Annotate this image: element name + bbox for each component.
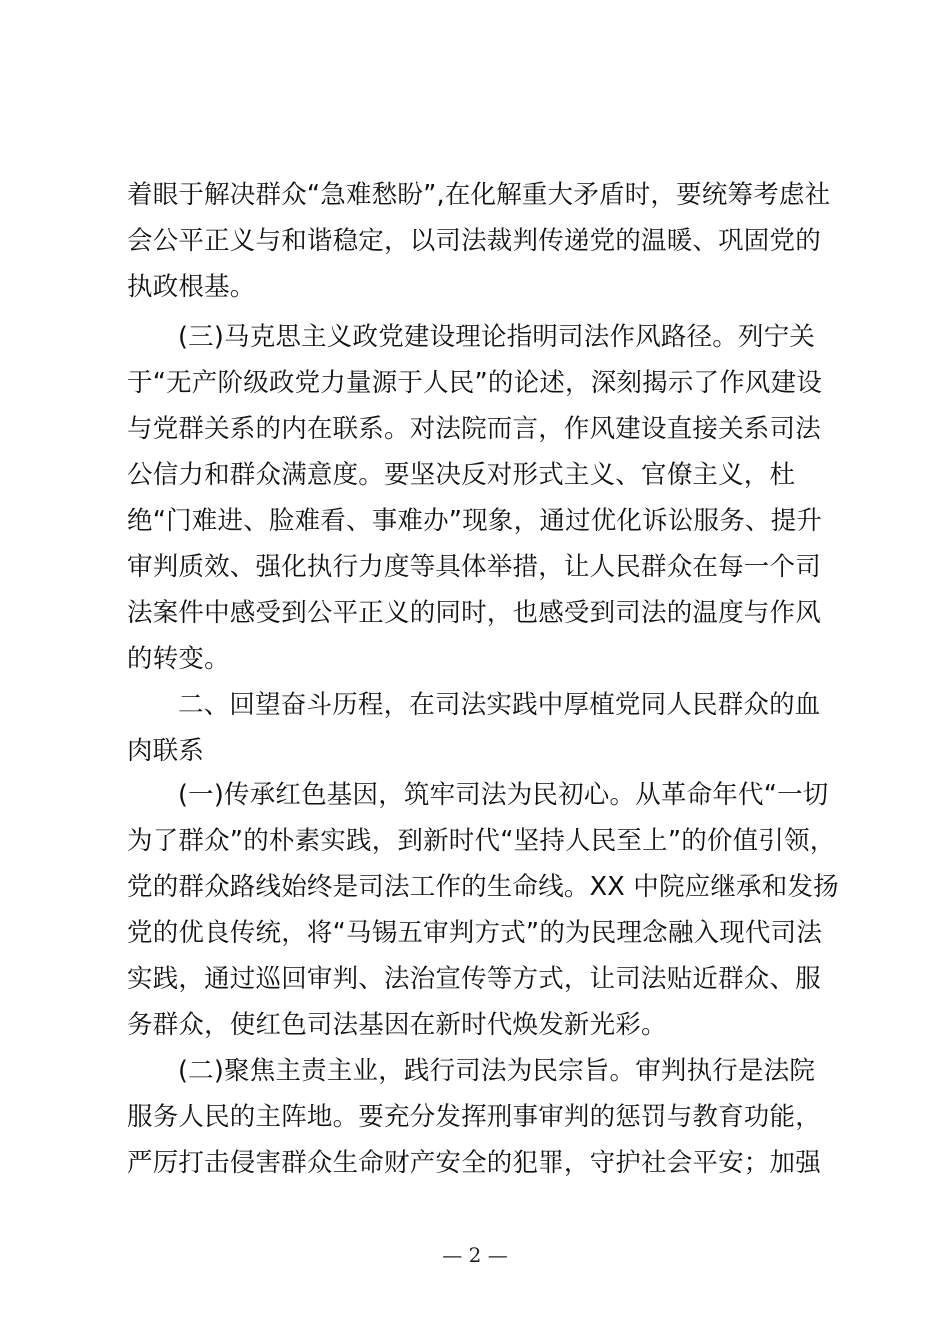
chapter-heading-2: 二、回望奋斗历程，在司法实践中厚植党同人民群众的血	[178, 690, 821, 720]
section-heading-1: (一)传承红色基因，筑牢司法为民初心。从革命年代“一切	[178, 780, 829, 810]
body-text-line: 为了群众”的朴素实践，到新时代“坚持人民至上”的价值引领，	[127, 826, 836, 856]
page-number: — 2 —	[442, 1243, 508, 1267]
body-text-line: 执政根基。	[127, 272, 256, 302]
body-text-line: 党的群众路线始终是司法工作的生命线。XX 中院应继承和发扬	[127, 872, 839, 902]
body-text-line: 的转变。	[127, 644, 230, 674]
body-text-line: 服务人民的主阵地。要充分发挥刑事审判的惩罚与教育功能，	[127, 1102, 821, 1132]
body-text-line: 务群众，使红色司法基因在新时代焕发新光彩。	[127, 1010, 667, 1040]
body-text-line: 公信力和群众满意度。要坚决反对形式主义、官僚主义，杜	[127, 460, 796, 490]
body-text-line: 严厉打击侵害群众生命财产安全的犯罪，守护社会平安；加强	[127, 1148, 821, 1178]
body-text-line: 党的优良传统，将“马锡五审判方式”的为民理念融入现代司法	[127, 918, 823, 948]
body-text-line: 绝“门难进、脸难看、事难办”现象，通过优化诉讼服务、提升	[127, 506, 823, 536]
body-text-line: 着眼于解决群众“急难愁盼”,在化解重大矛盾时，要统筹考虑社	[127, 180, 831, 210]
section-heading-2: (二)聚焦主责主业，践行司法为民宗旨。审判执行是法院	[178, 1056, 816, 1086]
chapter-heading-2-cont: 肉联系	[127, 736, 205, 766]
body-text-line: 与党群关系的内在联系。对法院而言，作风建设直接关系司法	[127, 414, 821, 444]
section-heading-3: (三)马克思主义政党建设理论指明司法作风路径。列宁关	[178, 322, 816, 352]
body-text-line: 审判质效、强化执行力度等具体举措，让人民群众在每一个司	[127, 552, 821, 582]
body-text-line: 于“无产阶级政党力量源于人民”的论述，深刻揭示了作风建设	[127, 368, 823, 398]
body-text-line: 会公平正义与和谐稳定，以司法裁判传递党的温暖、巩固党的	[127, 226, 821, 256]
body-text-line: 法案件中感受到公平正义的同时，也感受到司法的温度与作风	[127, 598, 821, 628]
body-text-line: 实践，通过巡回审判、法治宣传等方式，让司法贴近群众、服	[127, 964, 821, 994]
